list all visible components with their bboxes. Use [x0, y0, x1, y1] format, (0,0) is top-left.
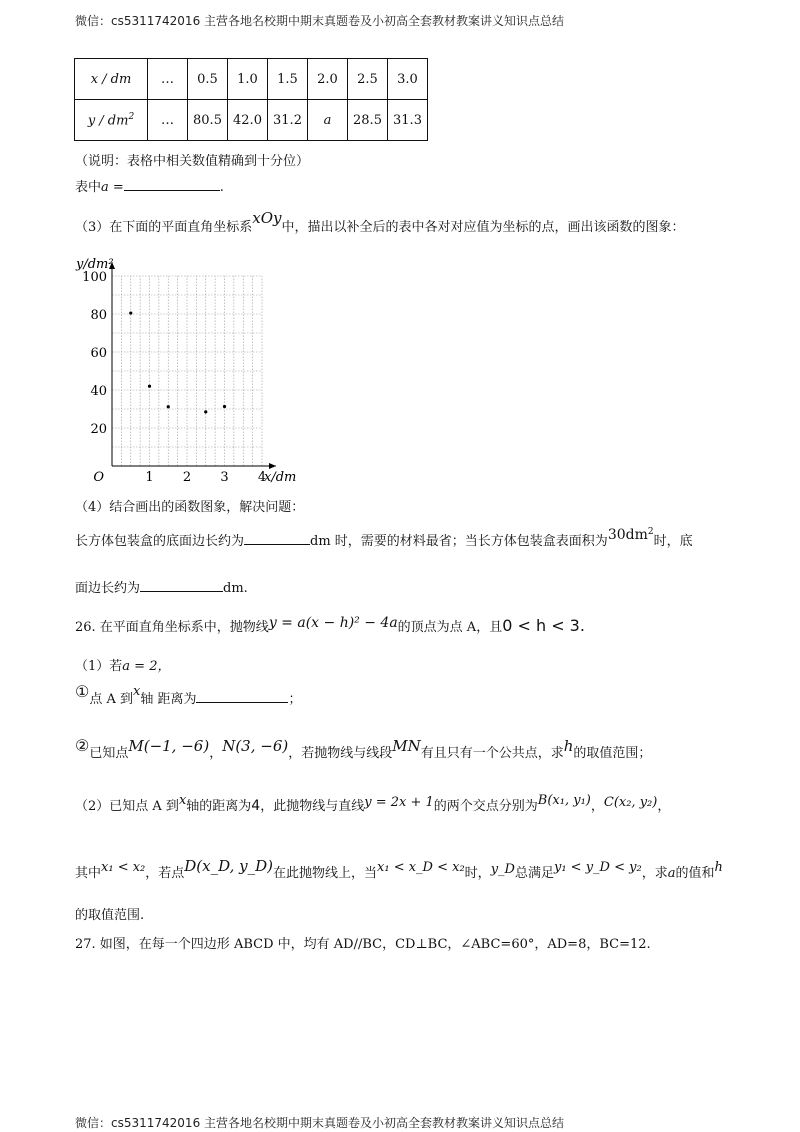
q26-point-B: B(x₁, y₁) [537, 793, 591, 808]
q26-p3-g: 的值和 [675, 866, 715, 881]
y-tick-label: 100 [82, 270, 107, 285]
q26-p3-a: 其中 [75, 866, 102, 881]
y-tick-label: 80 [90, 308, 107, 323]
q26-part2-cont [75, 857, 723, 881]
q3-var: xOy [252, 209, 282, 227]
q26-item1-b: 轴 距离为 [140, 692, 197, 707]
q26-p2-x: x [178, 793, 187, 808]
q26-item2 [75, 736, 652, 761]
table-cell: 28.5 [348, 100, 388, 141]
table-y-label-text: y / dm [87, 113, 129, 129]
answer-blank[interactable] [124, 177, 220, 191]
table-cell: 42.0 [228, 100, 268, 141]
page-header: 微信：cs5311742016 主营各地名校期中期末真题卷及小初高全套教材教案讲义知识点总结 [75, 14, 565, 28]
q26-point-N: N(3, −6) [222, 737, 289, 755]
q26-p1: （1）若 [75, 659, 123, 674]
table-cell: 0.5 [188, 59, 228, 100]
q4-line1-b: dm 时，需要的材料最省；当长方体包装盒表面积为 [310, 534, 608, 549]
q26-p3-d: 时， [464, 866, 491, 881]
xy-value-table [74, 58, 428, 141]
q26-item1-a: 点 A 到 [89, 692, 133, 707]
table-x-label: x / dm [75, 59, 148, 100]
y-tick-label: 60 [90, 346, 107, 361]
q26-item2-mark: ② [75, 736, 90, 755]
q26-p2-b: 轴的距离为 [186, 799, 252, 814]
origin-label: O [93, 470, 104, 485]
table-cell: 2.0 [308, 59, 348, 100]
data-point [129, 311, 132, 314]
axes [109, 262, 276, 469]
table-note: （说明：表格中相关数值精确到十分位） [75, 154, 310, 169]
answer-blank[interactable] [244, 531, 310, 545]
q26-part2 [75, 795, 670, 814]
table-cell: … [148, 59, 188, 100]
question-26-intro [75, 616, 585, 635]
table-cell: 3.0 [388, 59, 428, 100]
q4-line2-a: 面边长约为 [75, 581, 141, 596]
tick-labels [75, 257, 296, 485]
q26-item2-d: 的取值范围； [573, 746, 652, 761]
q26-var-h2: h [714, 860, 723, 875]
page-footer: 微信：cs5311742016 主营各地名校期中期末真题卷及小初高全套教材教案讲义知识点总结 [75, 1116, 565, 1130]
q26-segment-MN: MN [392, 737, 421, 755]
grid [112, 276, 262, 466]
q26-cond-2: x₁ < x_D < x₂ [377, 860, 465, 875]
q4-area-sup: 2 [647, 526, 654, 537]
q26-item2-c: 有且只有一个公共点，求 [420, 746, 564, 761]
q26-part2-end: 的取值范围. [75, 908, 145, 923]
q26-p3-f: ，求 [641, 866, 668, 881]
fill-blank-var: a = [101, 180, 124, 195]
q26-item1-var: x [133, 684, 141, 699]
q4-line2-b: dm. [223, 581, 248, 596]
q4-line2 [75, 577, 248, 596]
table-cell: … [148, 100, 188, 141]
x-tick-label: 1 [145, 470, 154, 485]
q26-p2-line: y = 2x + 1 [364, 795, 434, 810]
x-tick-label: 2 [182, 470, 192, 485]
table-cell-unknown: a [308, 100, 348, 141]
coordinate-plane [72, 250, 312, 490]
q26-item1-mark: ① [75, 682, 90, 701]
q26-yD: y_D [490, 862, 515, 877]
q26-formula: y = a(x − h)² − 4a [268, 615, 398, 631]
q26-point-D: D(x_D, y_D) [184, 857, 273, 875]
table-cell: 31.2 [268, 100, 308, 141]
q26-p2-sep: ， [590, 799, 604, 814]
table-cell: 2.5 [348, 59, 388, 100]
table-y-label-sup: 2 [128, 111, 135, 122]
q4-line1-a: 长方体包装盒的底面边长约为 [75, 534, 245, 549]
x-axis-arrow [269, 463, 276, 469]
fill-blank-suffix: . [219, 180, 224, 195]
table-row-y [75, 100, 428, 141]
y-axis-label: y/dm² [76, 257, 114, 272]
q26-p2-c: ，此抛物线与直线 [260, 799, 365, 814]
data-point [167, 405, 170, 408]
q4-line1-c: 时，底 [653, 534, 693, 549]
q26-p3-b: ，若点 [145, 866, 185, 881]
q26-p2-4: 4 [251, 798, 261, 814]
q3-text-a: （3）在下面的平面直角坐标系 [75, 220, 253, 235]
table-cell: 1.0 [228, 59, 268, 100]
table-row-x [75, 59, 428, 100]
q26-var-a: a [667, 866, 676, 881]
q26-p2-end: ， [657, 799, 671, 814]
fill-blank-a [75, 176, 224, 195]
q26-intro-b: 的顶点为点 A，且 [397, 620, 503, 635]
q26-item1 [75, 682, 302, 707]
question-27: 27. 如图，在每一个四边形 ABCD 中，均有 AD//BC，CD⊥BC，∠ABC=60°，AD=8，BC=12. [75, 937, 651, 952]
q26-item2-b: ，若抛物线与线段 [288, 746, 393, 761]
data-point [148, 385, 151, 388]
q26-cond-3: y₁ < y_D < y₂ [553, 860, 642, 875]
answer-blank[interactable] [196, 689, 288, 703]
fill-blank-prefix: 表中 [75, 180, 102, 195]
q4-area-value: 30dm [607, 527, 648, 543]
q4-title: （4）结合画出的函数图象，解决问题： [75, 500, 305, 515]
q26-p2-a: （2）已知点 A 到 [75, 799, 179, 814]
data-point [204, 410, 207, 413]
q26-point-M: M(−1, −6) [128, 737, 210, 755]
q26-p2-d: 的两个交点分别为 [433, 799, 538, 814]
q26-item1-end: ； [288, 692, 302, 707]
q26-item2-sep: ， [209, 746, 223, 761]
y-tick-label: 20 [90, 422, 107, 437]
q26-part1 [75, 655, 170, 674]
q26-range: 0 < h < 3. [502, 616, 585, 635]
table-cell: 1.5 [268, 59, 308, 100]
table-cell: 80.5 [188, 100, 228, 141]
q26-point-C: C(x₂, y₂) [603, 795, 658, 810]
x-axis-label: x/dm [264, 470, 297, 485]
table-cell: 31.3 [388, 100, 428, 141]
x-tick-label: 4 [257, 470, 267, 485]
table-y-label [75, 100, 148, 141]
question-3 [75, 209, 685, 235]
q26-p3-c: 在此抛物线上，当 [273, 866, 378, 881]
q4-line1 [75, 526, 693, 549]
q26-p3-e: 总满足 [514, 866, 554, 881]
q26-intro-a: 26. 在平面直角坐标系中，抛物线 [75, 620, 269, 635]
x-tick-label: 3 [220, 470, 229, 485]
answer-blank[interactable] [140, 578, 223, 592]
q26-p1-cond: a = 2， [122, 659, 171, 674]
data-point [223, 405, 226, 408]
q26-cond-1: x₁ < x₂ [101, 860, 146, 875]
q26-var-h: h [563, 737, 574, 755]
q26-item2-a: 已知点 [89, 746, 129, 761]
q3-text-b: 中，描出以补全后的表中各对对应值为坐标的点，画出该函数的图象： [281, 220, 685, 235]
y-tick-label: 40 [90, 384, 107, 399]
